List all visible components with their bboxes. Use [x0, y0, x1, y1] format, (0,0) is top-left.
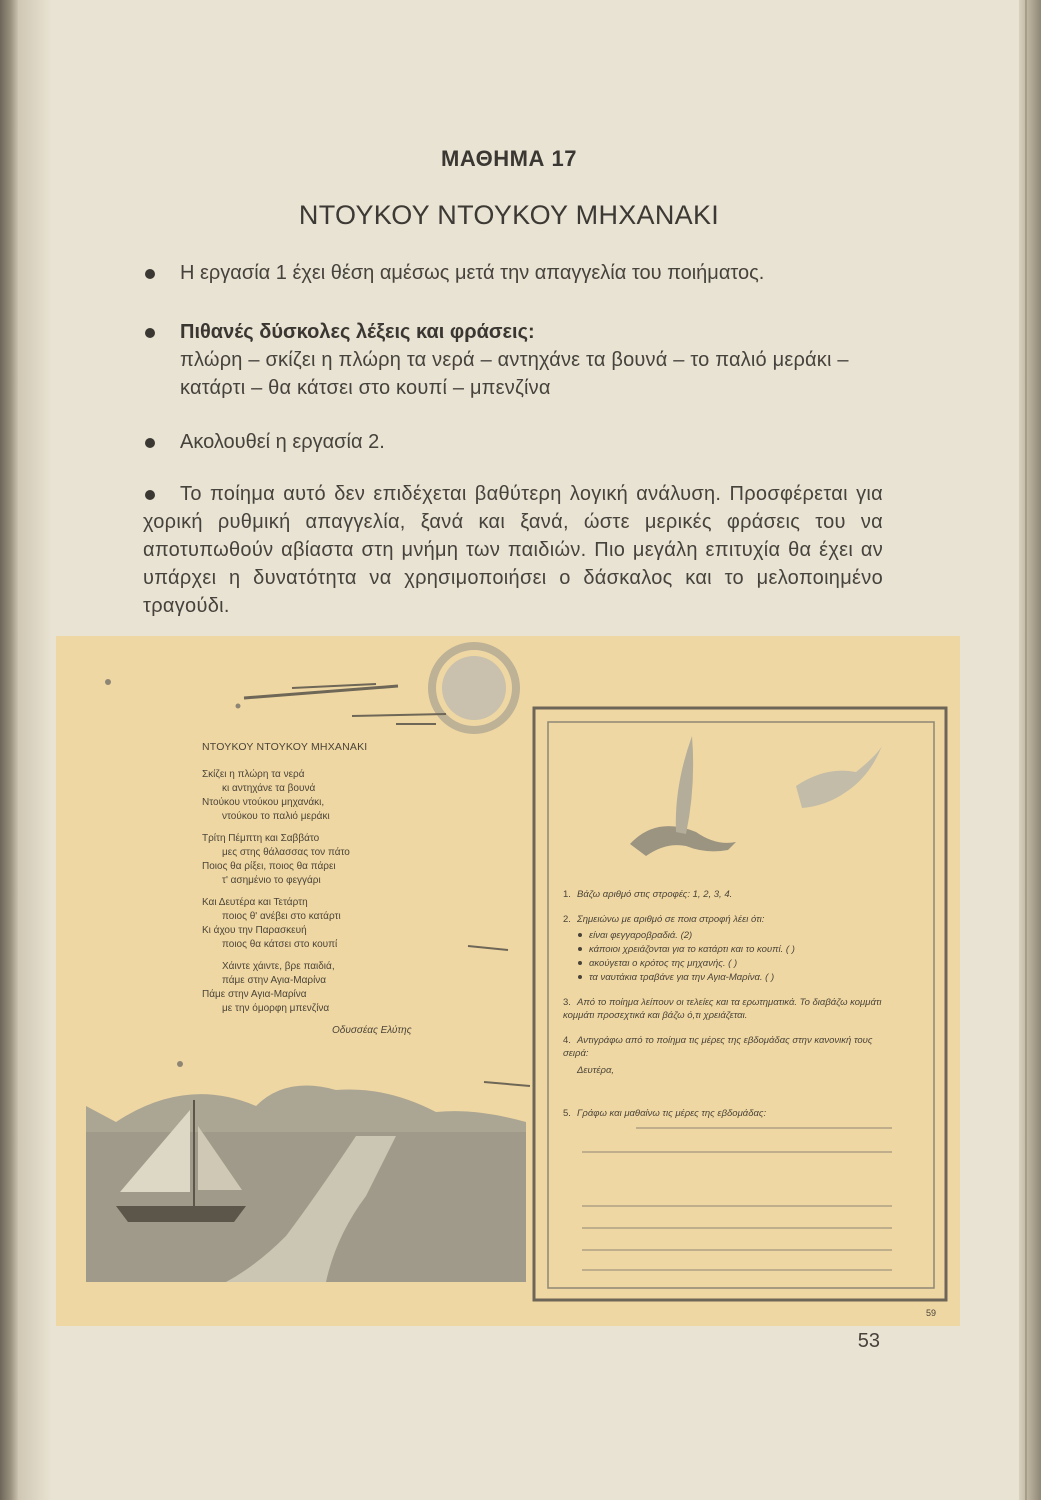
page-edge-line	[1025, 0, 1027, 1500]
bullet-exercise-1	[143, 259, 883, 287]
exercise-2	[563, 913, 893, 984]
lesson-title: ΜΑΘΗΜΑ 17	[441, 146, 577, 171]
poem-line: Και Δευτέρα και Τετάρτη	[202, 897, 308, 908]
seagull-2-body	[796, 746, 882, 808]
sun-disc-shape	[442, 656, 506, 720]
poem-line: Κι άχου την Παρασκευή	[202, 925, 307, 936]
poem-stanza-2	[202, 832, 442, 888]
exercise-1	[563, 888, 893, 901]
exercise-text: Γράφω και μαθαίνω τις μέρες της εβδομάδας:	[577, 1108, 767, 1119]
poem-author: Οδυσσέας Ελύτης	[332, 1025, 412, 1036]
wind-line	[468, 946, 508, 950]
exercise-text: Σημειώνω με αριθμό σε ποια στροφή λέει ότι:	[577, 914, 765, 925]
exercise-4	[563, 1034, 893, 1077]
list-item: είναι φεγγαροβραδιά. (2)	[577, 929, 893, 942]
wind-line	[352, 714, 446, 716]
page-number: 53	[857, 1330, 880, 1352]
page-edge	[1019, 0, 1041, 1500]
exercise-text: Από το ποίημα λείπουν οι τελείες και τα ερωτηματικά. Το διαβάζω κομμάτι κομμάτι προσεχτικά και βάζω ό,τι χρειάζεται.	[563, 997, 882, 1021]
list-item: ακούγεται ο κρότος της μηχανής. ( )	[577, 957, 893, 970]
poem-line: τ' ασημένιο το φεγγάρι	[222, 875, 321, 886]
poem-stanza-4	[202, 960, 442, 1016]
dot-mark	[177, 1061, 183, 1067]
list-item: κάποιοι χρειάζονται για το κατάρτι και το κουπί. ( )	[577, 943, 893, 956]
exercise-text: Αντιγράφω από το ποίημα τις μέρες της εβδομάδας στην κανονική τους σειρά:	[563, 1035, 873, 1059]
poem-line: ποιος θα κάτσει στο κουπί	[222, 939, 338, 950]
difficult-words-list: πλώρη – σκίζει η πλώρη τα νερά – αντηχάνε τα βουνά – το παλιό μεράκι – κατάρτι – θα κάτσει στο κουπί – μπενζίνα	[180, 349, 849, 399]
exercise-number: 1.	[563, 889, 571, 900]
wind-line	[484, 1082, 530, 1086]
poem-line: Ποιος θα ρίξει, ποιος θα πάρει	[202, 861, 336, 872]
exercise-2-list	[577, 929, 893, 984]
bullet-difficult-words	[143, 318, 883, 402]
poem-line: Χάιντε χάιντε, βρε παιδιά,	[222, 961, 335, 972]
poem-line: Σκίζει η πλώρη τα νερά	[202, 769, 305, 780]
bullet-dot-icon	[145, 438, 155, 448]
poem-line: Ντούκου ντούκου μηχανάκι,	[202, 797, 325, 808]
mountains-shape	[86, 1086, 526, 1136]
bullet-text: Το ποίημα αυτό δεν επιδέχεται βαθύτερη λογική ανάλυση. Προσφέρεται για χορική ρυθμική απαγγελία, ξανά και ξανά, ώστε μερικές φράσεις του να αποτυπωθούν αβίαστα στη μνήμη των παιδιών. Πιο μεγάλη επιτυχία θα έχει αν υπάρχει η δυνατότητα να χρησιμοποιήσει ο δάσκαλος και το μελοποιημένο τραγούδι.	[143, 483, 883, 617]
poem-line: κι αντηχάνε τα βουνά	[222, 783, 316, 794]
student-page-inset	[56, 636, 960, 1326]
wind-line	[244, 686, 398, 698]
poem-line: ποιος θ' ανέβει στο κατάρτι	[222, 911, 341, 922]
difficult-words-heading: Πιθανές δύσκολες λέξεις και φράσεις:	[180, 321, 535, 343]
poem-stanza-3	[202, 896, 442, 952]
exercise-number: 3.	[563, 997, 571, 1008]
boat-hull-shape	[116, 1206, 246, 1222]
exercise-5	[563, 1107, 893, 1120]
bullet-poem-note	[143, 480, 883, 620]
poem-stanza-1	[202, 768, 442, 824]
poem-line: Τρίτη Πέμπτη και Σαββάτο	[202, 833, 320, 844]
bullet-text: Ακολουθεί η εργασία 2.	[180, 431, 385, 453]
poem-line: Πάμε στην Αγια-Μαρίνα	[202, 989, 307, 1000]
story-title: ΝΤΟΥΚΟΥ ΝΤΟΥΚΟΥ ΜΗΧΑΝΑΚΙ	[298, 200, 720, 230]
list-item: τα ναυτάκια τραβάνε για την Αγια-Μαρίνα. ( )	[577, 971, 893, 984]
poem-line: πάμε στην Αγια-Μαρίνα	[222, 975, 327, 986]
seagull-1-wing	[676, 736, 693, 834]
bullet-dot-icon	[145, 328, 155, 338]
exercise-number: 5.	[563, 1108, 571, 1119]
bullet-dot-icon	[145, 269, 155, 279]
poem-line: μες στης θάλασσας τον πάτο	[222, 847, 350, 858]
bullet-text: Η εργασία 1 έχει θέση αμέσως μετά την απαγγελία του ποιήματος.	[180, 262, 765, 284]
poem-line: με την όμορφη μπενζίνα	[222, 1003, 330, 1014]
exercise-text: Βάζω αριθμό στις στροφές: 1, 2, 3, 4.	[577, 889, 733, 900]
poem-line: ντούκου το παλιό μεράκι	[222, 811, 330, 822]
exercise-number: 2.	[563, 914, 571, 925]
bullet-exercise-2	[143, 428, 883, 456]
dot-mark	[236, 704, 241, 709]
dot-mark	[105, 679, 111, 685]
bullet-dot-icon	[145, 490, 155, 500]
exercise-3	[563, 996, 893, 1022]
poem-title: ΝΤΟΥΚΟΥ ΝΤΟΥΚΟΥ ΜΗΧΑΝΑΚΙ	[202, 741, 368, 753]
poem-block	[202, 740, 442, 1038]
exercise-number: 4.	[563, 1035, 571, 1046]
bullet-text	[180, 318, 883, 402]
exercises-block	[563, 888, 893, 1132]
exercise-4-start-day: Δευτέρα,	[577, 1065, 614, 1076]
inset-page-number: 59	[925, 1308, 936, 1318]
